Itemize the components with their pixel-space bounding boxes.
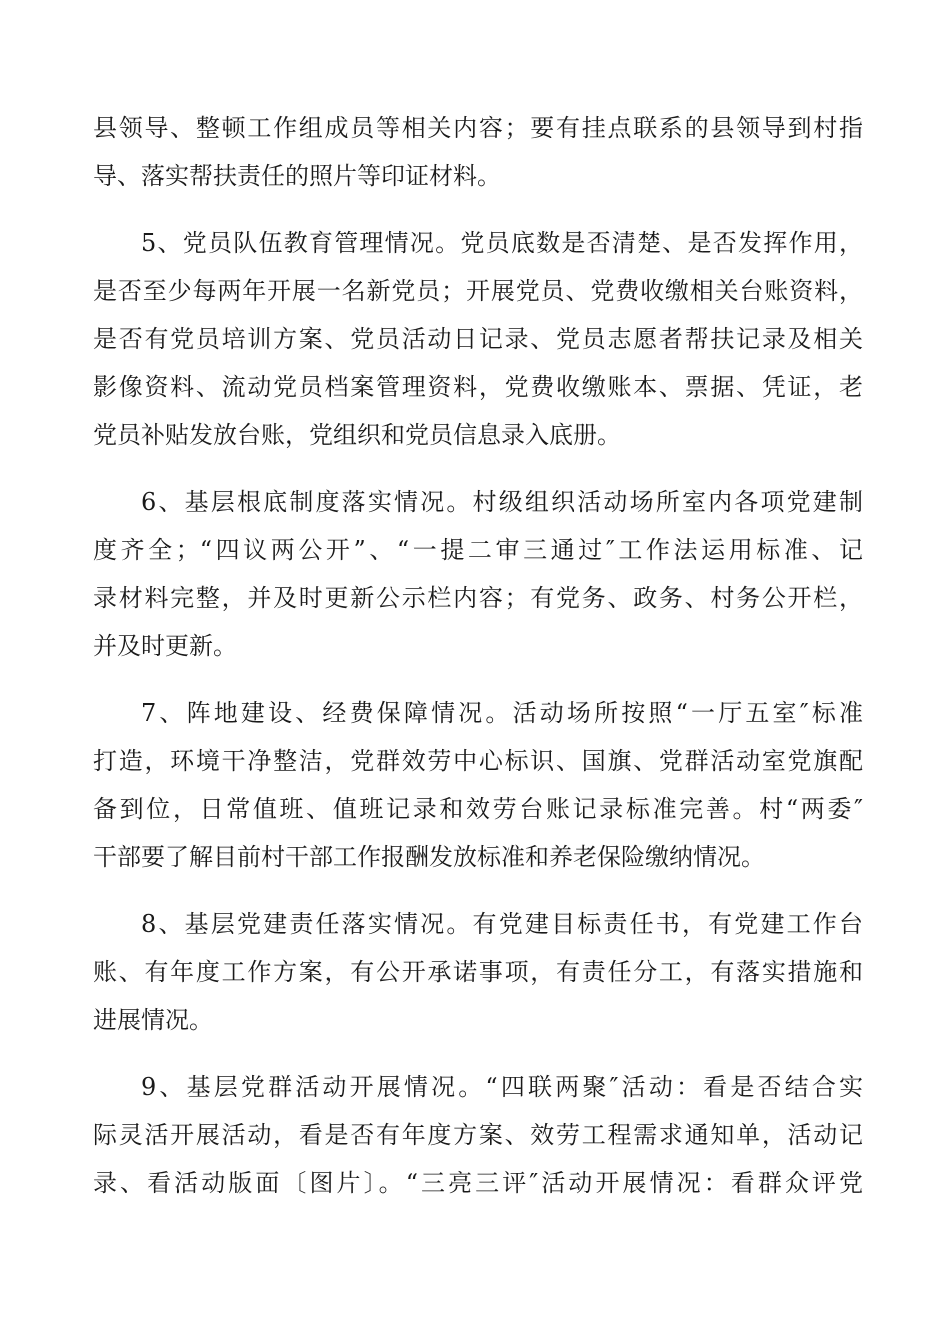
item-9-heading-line: 9、基层党群活动开展情况。“四联两聚″活动：看是否结合实 bbox=[141, 1073, 863, 1101]
text-line-1: 县领导、整顿工作组成员等相关内容；要有挂点联系的县领导到村指 bbox=[93, 114, 863, 142]
text-line-15: 干部要了解目前村干部工作报酬发放标准和养老保险缴纳情况。 bbox=[93, 843, 765, 871]
text-line-9: 度齐全；“四议两公开”、“一提二审三通过″工作法运用标准、记 bbox=[93, 536, 863, 564]
text-line-17: 账、有年度工作方案，有公开承诺事项，有责任分工，有落实措施和 bbox=[93, 958, 863, 986]
item-5-heading-line: 5、党员队伍教育管理情况。党员底数是否清楚、是否发挥作用， bbox=[141, 229, 863, 257]
text-line-2: 导、落实帮扶责任的照片等印证材料。 bbox=[93, 162, 501, 190]
text-line-20: 际灵活开展活动，看是否有年度方案、效劳工程需求通知单，活动记 bbox=[93, 1121, 863, 1149]
item-8-heading-line: 8、基层党建责任落实情况。有党建目标责任书，有党建工作台 bbox=[141, 910, 863, 938]
text-line-6: 影像资料、流动党员档案管理资料，党费收缴账本、票据、凭证，老 bbox=[93, 373, 863, 401]
text-line-13: 打造，环境干净整洁，党群效劳中心标识、国旗、党群活动室党旗配 bbox=[93, 747, 863, 775]
text-line-4: 是否至少每两年开展一名新党员；开展党员、党费收缴相关台账资料， bbox=[93, 277, 863, 305]
text-line-10: 录材料完整，并及时更新公示栏内容；有党务、政务、村务公开栏， bbox=[93, 584, 863, 612]
text-line-18: 进展情况。 bbox=[93, 1006, 213, 1034]
text-line-14: 备到位，日常值班、值班记录和效劳台账记录标准完善。村“两委″ bbox=[93, 795, 863, 823]
text-line-5: 是否有党员培训方案、党员活动日记录、党员志愿者帮扶记录及相关 bbox=[93, 325, 863, 353]
item-7-heading-line: 7、阵地建设、经费保障情况。活动场所按照“一厅五室″标准 bbox=[141, 699, 863, 727]
text-line-21: 录、看活动版面〔图片〕。“三亮三评″活动开展情况：看群众评党 bbox=[93, 1169, 863, 1197]
item-6-heading-line: 6、基层根底制度落实情况。村级组织活动场所室内各项党建制 bbox=[141, 488, 863, 516]
text-line-7: 党员补贴发放台账，党组织和党员信息录入底册。 bbox=[93, 421, 621, 449]
text-line-11: 并及时更新。 bbox=[93, 632, 237, 660]
